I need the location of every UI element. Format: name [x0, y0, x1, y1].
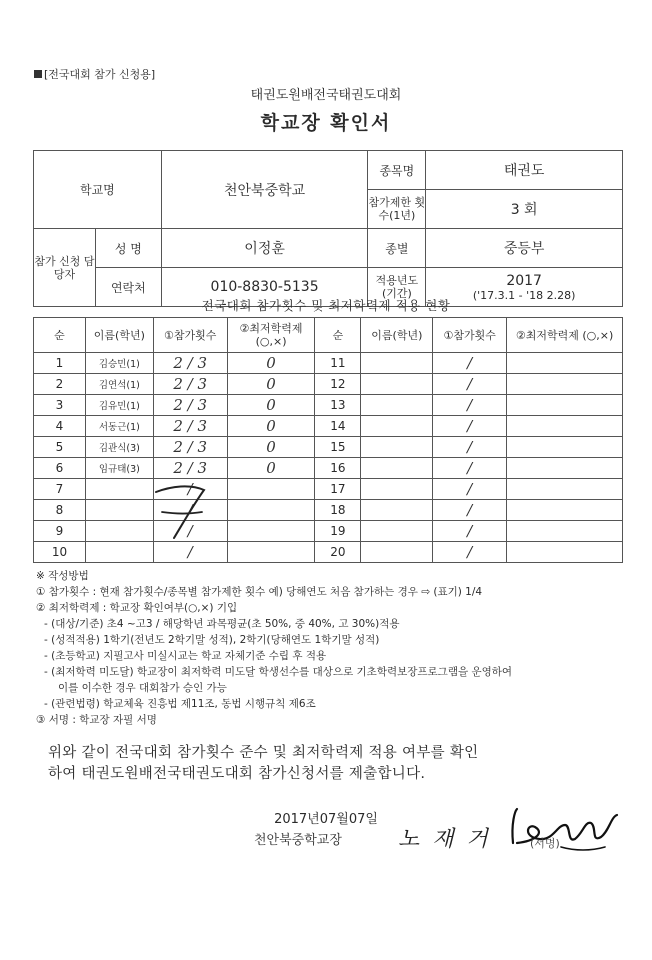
statement-line-2: 하여 태권도원배전국태권도대회 참가신청서를 제출합니다. [48, 766, 426, 782]
student-name: 김승민(1) [85, 353, 153, 374]
student-name [85, 479, 153, 500]
row-num-right: 20 [315, 542, 361, 563]
min-academic-check: 0 [227, 374, 315, 395]
row-num-left: 2 [34, 374, 86, 395]
min-academic-check-empty [507, 521, 623, 542]
row-num-left: 1 [34, 353, 86, 374]
table-row [34, 458, 623, 479]
square-bullet-icon [34, 70, 42, 78]
name-label: 성 명 [95, 229, 161, 268]
year-period: ('17.3.1 - '18 2.28) [472, 288, 576, 302]
participation-count: / [433, 500, 507, 521]
row-num-right: 18 [315, 500, 361, 521]
document-subtitle: 태권도원배전국태권도대회 [250, 88, 402, 103]
participation-count: / [433, 458, 507, 479]
instructions [36, 568, 636, 728]
student-name [85, 500, 153, 521]
document-tag: [전국대회 참가 신청용] [34, 66, 155, 82]
participation-count: 2 / 3 [153, 416, 227, 437]
student-name-empty [361, 395, 433, 416]
phone-label: 연락처 [95, 268, 161, 307]
participation-count: 2 / 3 [153, 374, 227, 395]
note-2c: - (초등학교) 지필고사 미실시교는 학교 자체기준 수립 후 적용 [44, 650, 327, 662]
participation-count: / [153, 500, 227, 521]
min-academic-check-empty [507, 416, 623, 437]
table-row [34, 395, 623, 416]
min-academic-check [227, 500, 315, 521]
student-name-empty [361, 458, 433, 479]
participation-count: / [153, 479, 227, 500]
student-name-empty [361, 437, 433, 458]
min-academic-check: 0 [227, 416, 315, 437]
table-row [34, 374, 623, 395]
row-num-right: 15 [315, 437, 361, 458]
participation-count: 2 / 3 [153, 437, 227, 458]
min-academic-check-empty [507, 500, 623, 521]
min-academic-check-empty [507, 353, 623, 374]
note-1: ① 참가횟수 : 현재 참가횟수/종목별 참가제한 횟수 예) 당해연도 처음 참가하는 경우 ⇨ (표기) 1/4 [36, 586, 483, 598]
row-num-left: 10 [34, 542, 86, 563]
participation-count: / [433, 395, 507, 416]
min-academic-check: 0 [227, 395, 315, 416]
min-academic-check-empty [507, 458, 623, 479]
row-num-right: 16 [315, 458, 361, 479]
min-academic-check: 0 [227, 458, 315, 479]
section-title: 전국대회 참가횟수 및 최저학력제 적용 현황 [201, 298, 451, 313]
category-value: 중등부 [426, 229, 623, 268]
row-num-left: 8 [34, 500, 86, 521]
participation-count: / [433, 416, 507, 437]
participation-count: / [433, 437, 507, 458]
handwritten-signature-icon [505, 803, 625, 861]
participation-table [33, 317, 623, 563]
participation-count: / [153, 521, 227, 542]
table-row [34, 437, 623, 458]
student-name-empty [361, 479, 433, 500]
min-academic-check: 0 [227, 353, 315, 374]
header-min-left: ②최저학력제 (○,×) [227, 318, 315, 353]
min-academic-check [227, 521, 315, 542]
category-label: 종별 [368, 229, 426, 268]
header-min-right: ②최저학력제 (○,×) [507, 318, 623, 353]
student-name [85, 521, 153, 542]
student-name: 김연석(1) [85, 374, 153, 395]
row-num-left: 6 [34, 458, 86, 479]
handwritten-7-mark-icon [150, 478, 220, 548]
header-name-left: 이름(학년) [85, 318, 153, 353]
note-2: ② 최저학력제 : 학교장 확인여부(○,×) 기입 [36, 602, 238, 614]
student-name: 김유민(1) [85, 395, 153, 416]
row-num-right: 17 [315, 479, 361, 500]
student-name-empty [361, 416, 433, 437]
row-num-right: 14 [315, 416, 361, 437]
participation-count: / [433, 374, 507, 395]
participation-count: / [153, 542, 227, 563]
row-num-left: 5 [34, 437, 86, 458]
table-row [34, 416, 623, 437]
school-info-table [33, 150, 623, 307]
note-2e: - (관련법령) 학교체육 진흥법 제11조, 동법 시행규칙 제6조 [44, 698, 316, 710]
row-num-right: 11 [315, 353, 361, 374]
note-2b: - (성적적용) 1학기(전년도 2학기말 성적), 2학기(당해연도 1학기말 성적) [44, 634, 380, 646]
min-academic-check-empty [507, 437, 623, 458]
signer-title: 천안북중학교장 [254, 833, 342, 848]
statement-line-1: 위와 같이 전국대회 참가횟수 준수 및 최저학력제 적용 여부를 확인 [48, 745, 479, 761]
limit-value: 3 회 [426, 190, 623, 229]
student-name-empty [361, 542, 433, 563]
participation-count: 2 / 3 [153, 458, 227, 479]
student-name-empty [361, 353, 433, 374]
table-row [34, 479, 623, 500]
student-name: 김관식(3) [85, 437, 153, 458]
student-name-empty [361, 374, 433, 395]
header-num-left: 순 [34, 318, 86, 353]
table-row [34, 542, 623, 563]
header-name-right: 이름(학년) [361, 318, 433, 353]
table-row [34, 353, 623, 374]
school-label: 학교명 [34, 151, 162, 229]
note-3: ③ 서명 : 학교장 자필 서명 [36, 714, 157, 726]
document-date: 2017년07월07일 [274, 812, 378, 827]
student-name [85, 542, 153, 563]
min-academic-check-empty [507, 374, 623, 395]
header-count-right: ①참가횟수 [433, 318, 507, 353]
event-label: 종목명 [368, 151, 426, 190]
table-row [34, 521, 623, 542]
row-num-right: 13 [315, 395, 361, 416]
row-num-left: 9 [34, 521, 86, 542]
school-value: 천안북중학교 [161, 151, 368, 229]
min-academic-check-empty [507, 479, 623, 500]
table-row [34, 500, 623, 521]
min-academic-check [227, 542, 315, 563]
name-value: 이정훈 [161, 229, 368, 268]
min-academic-check-empty [507, 542, 623, 563]
row-num-left: 7 [34, 479, 86, 500]
participation-count: / [433, 521, 507, 542]
event-value: 태권도 [426, 151, 623, 190]
year-label: 적용년도 (기간) [368, 268, 426, 307]
participation-count: / [433, 353, 507, 374]
student-name-empty [361, 521, 433, 542]
year-value: 2017 [506, 272, 542, 289]
participation-count: / [433, 542, 507, 563]
row-num-right: 12 [315, 374, 361, 395]
note-2a: - (대상/기준) 초4 ~고3 / 해당학년 과목평균(초 50%, 중 40%, 고 30%)적용 [44, 618, 400, 630]
handwritten-name: 노 재 거 [398, 827, 491, 852]
notes-heading: ※ 작성방법 [36, 570, 89, 582]
seal-mark: (서명) [530, 837, 560, 850]
confirmation-statement [48, 743, 618, 785]
note-2d: - (최저학력 미도달) 학교장이 최저학력 미도달 학생선수를 대상으로 기초학력보장프로그램을 운영하여 [44, 666, 513, 678]
contact-group-label: 참가 신청 담당자 [34, 229, 96, 307]
header-num-right: 순 [315, 318, 361, 353]
participation-count: / [433, 479, 507, 500]
min-academic-check [227, 479, 315, 500]
min-academic-check: 0 [227, 437, 315, 458]
student-name-empty [361, 500, 433, 521]
note-2d-cont: 이를 이수한 경우 대회참가 승인 가능 [58, 682, 227, 694]
student-name: 서동근(1) [85, 416, 153, 437]
row-num-left: 3 [34, 395, 86, 416]
participation-count: 2 / 3 [153, 395, 227, 416]
phone-value: 010-8830-5135 [161, 268, 368, 307]
row-num-right: 19 [315, 521, 361, 542]
document-title: 학교장 확인서 [260, 112, 392, 134]
min-academic-check-empty [507, 395, 623, 416]
row-num-left: 4 [34, 416, 86, 437]
participation-rows [34, 353, 623, 563]
header-count-left: ①참가횟수 [153, 318, 227, 353]
limit-label: 참가제한 횟수(1년) [368, 190, 426, 229]
student-name: 임규태(3) [85, 458, 153, 479]
participation-count: 2 / 3 [153, 353, 227, 374]
